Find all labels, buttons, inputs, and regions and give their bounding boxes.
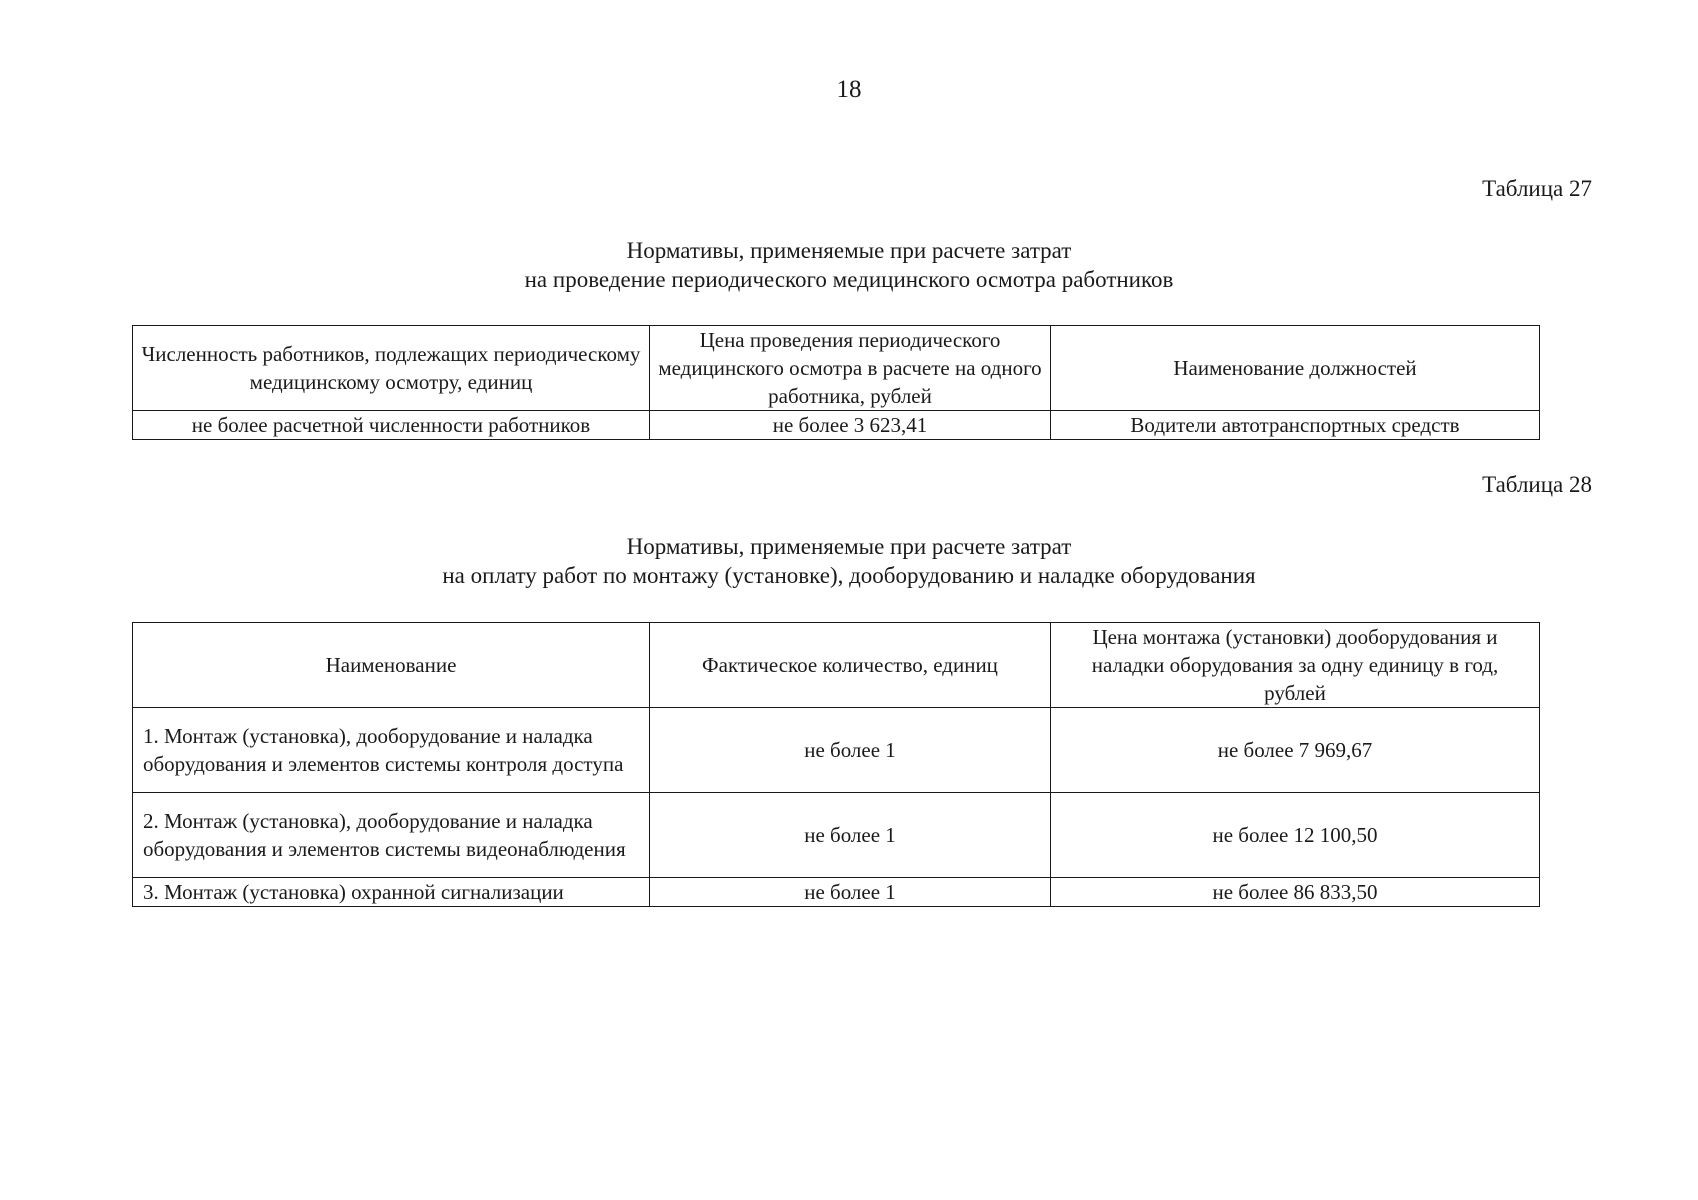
table-28-title-line-1: Нормативы, применяемые при расчете затрат (626, 534, 1072, 559)
table-27-title-line-1: Нормативы, применяемые при расчете затрат (626, 238, 1072, 263)
table-28-header-cell: Наименование (133, 623, 650, 708)
table-27-title-line-2: на проведение периодического медицинского осмотра работников (524, 267, 1174, 292)
table-cell: 1. Монтаж (установка), дооборудование и наладка оборудования и элементов системы контроля доступа (133, 708, 650, 793)
table-cell: 3. Монтаж (установка) охранной сигнализации (133, 878, 650, 907)
table-cell: 2. Монтаж (установка), дооборудование и наладка оборудования и элементов системы видеонаблюдения (133, 793, 650, 878)
table-cell: не более 7 969,67 (1051, 708, 1540, 793)
table-27-header-cell: Наименование должностей (1051, 326, 1540, 411)
table-row (133, 793, 1540, 878)
table-28-header-row (133, 623, 1540, 708)
table-cell: не более 1 (650, 878, 1051, 907)
table-28-header-cell: Цена монтажа (установки) дооборудования и наладки оборудования за одну единицу в год, рублей (1051, 623, 1540, 708)
table-cell: не более 3 623,41 (650, 411, 1051, 440)
table-27-header-cell: Численность работников, подлежащих периодическому медицинскому осмотру, единиц (133, 326, 650, 411)
table-28-title (0, 532, 1698, 590)
table-row (133, 411, 1540, 440)
table-cell: не более расчетной численности работников (133, 411, 650, 440)
table-28-label: Таблица 28 (1482, 472, 1592, 497)
table-28 (132, 622, 1540, 907)
table-27-header-cell: Цена проведения периодического медицинского осмотра в расчете на одного работника, рублей (650, 326, 1051, 411)
table-28-title-line-2: на оплату работ по монтажу (установке), дооборудованию и наладке оборудования (442, 563, 1256, 588)
table-cell: не более 12 100,50 (1051, 793, 1540, 878)
table-cell: не более 86 833,50 (1051, 878, 1540, 907)
table-27-header-row (133, 326, 1540, 411)
table-cell: не более 1 (650, 708, 1051, 793)
table-27-label: Таблица 27 (1482, 176, 1592, 201)
page-number: 18 (836, 76, 862, 103)
table-27-title (0, 236, 1698, 294)
table-cell: Водители автотранспортных средств (1051, 411, 1540, 440)
table-row (133, 878, 1540, 907)
table-27 (132, 325, 1540, 440)
table-28-header-cell: Фактическое количество, единиц (650, 623, 1051, 708)
table-cell: не более 1 (650, 793, 1051, 878)
table-row (133, 708, 1540, 793)
